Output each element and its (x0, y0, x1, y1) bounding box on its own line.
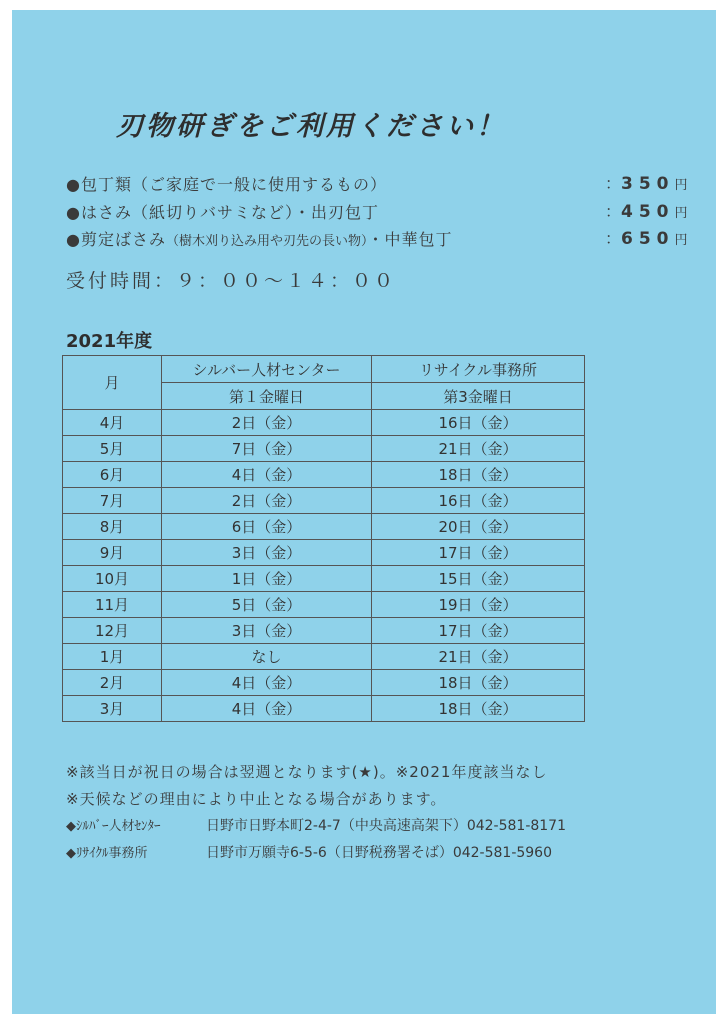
price-colon: ： (605, 202, 622, 221)
silver-date-cell: 5日（金） (162, 592, 372, 618)
price-colon: ： (605, 174, 622, 193)
recycle-date-cell: 17日（金） (372, 618, 585, 644)
price-item (66, 172, 387, 195)
price-amount: 350 (621, 174, 675, 194)
month-cell: 8月 (63, 514, 162, 540)
month-cell: 2月 (63, 670, 162, 696)
price-colon: ： (605, 229, 622, 248)
silver-date-cell: 4日（金） (162, 462, 372, 488)
table-row (63, 462, 585, 488)
recycle-date-cell: 19日（金） (372, 592, 585, 618)
silver-date-cell: 4日（金） (162, 670, 372, 696)
header-month: 月 (63, 356, 162, 410)
page-title: 刃物研ぎをご利用ください！ (116, 111, 506, 142)
header-silver-day: 第１金曜日 (162, 383, 372, 410)
table-row (63, 644, 585, 670)
price-value (605, 171, 688, 194)
table-row (63, 696, 585, 722)
contact-name: ◆ｼﾙﾊﾞｰ人材ｾﾝﾀｰ (66, 819, 161, 834)
table-row (63, 566, 585, 592)
contact-address-phone: 日野市万願寺6-5-6（日野税務署そば）042-581-5960 (206, 845, 553, 861)
silver-date-cell: 6日（金） (162, 514, 372, 540)
table-row (63, 592, 585, 618)
recycle-date-cell: 16日（金） (372, 488, 585, 514)
silver-date-cell: 7日（金） (162, 436, 372, 462)
silver-date-cell: 2日（金） (162, 488, 372, 514)
silver-date-cell: 4日（金） (162, 696, 372, 722)
month-cell: 10月 (63, 566, 162, 592)
silver-date-cell: 2日（金） (162, 410, 372, 436)
price-item-note: （樹木刈り込み用や刃先の長い物） (165, 234, 368, 249)
price-value (605, 226, 688, 249)
recycle-date-cell: 15日（金） (372, 566, 585, 592)
price-item-label: ●剪定ばさみ (66, 230, 166, 249)
month-cell: 9月 (63, 540, 162, 566)
silver-date-cell: なし (162, 644, 372, 670)
contact-address-phone: 日野市日野本町2-4-7（中央高速高架下）042-581-8171 (206, 818, 566, 834)
price-item-extra: ・中華包丁 (367, 230, 453, 249)
contact-name: ◆ﾘｻｲｸﾙ事務所 (66, 846, 148, 861)
month-cell: 7月 (63, 488, 162, 514)
table-row (63, 410, 585, 436)
note-line: ※天候などの理由により中止となる場合があります。 (66, 790, 447, 808)
recycle-date-cell: 20日（金） (372, 514, 585, 540)
month-cell: 4月 (63, 410, 162, 436)
price-amount: 650 (621, 229, 675, 249)
price-unit: 円 (674, 206, 688, 221)
month-cell: 6月 (63, 462, 162, 488)
table-row (63, 514, 585, 540)
table-row (63, 670, 585, 696)
silver-date-cell: 3日（金） (162, 618, 372, 644)
price-value (605, 199, 688, 222)
schedule-body (63, 410, 585, 722)
header-silver-center: シルバー人材センター (162, 356, 372, 383)
price-unit: 円 (674, 178, 688, 193)
contact-line (66, 842, 552, 862)
price-unit: 円 (674, 233, 688, 248)
schedule-table (62, 355, 585, 722)
price-amount: 450 (621, 202, 675, 222)
price-item-label: ●包丁類（ご家庭で一般に使用するもの） (66, 175, 387, 194)
month-cell: 3月 (63, 696, 162, 722)
price-item (66, 227, 453, 250)
table-row (63, 436, 585, 462)
header-recycle-day: 第3金曜日 (372, 383, 585, 410)
table-row (63, 618, 585, 644)
header-recycle-office: リサイクル事務所 (372, 356, 585, 383)
recycle-date-cell: 18日（金） (372, 462, 585, 488)
month-cell: 11月 (63, 592, 162, 618)
recycle-date-cell: 17日（金） (372, 540, 585, 566)
month-cell: 5月 (63, 436, 162, 462)
note-line: ※該当日が祝日の場合は翌週となります(★)。※2021年度該当なし (66, 763, 548, 781)
month-cell: 12月 (63, 618, 162, 644)
recycle-date-cell: 16日（金） (372, 410, 585, 436)
month-cell: 1月 (63, 644, 162, 670)
price-item (66, 200, 379, 223)
price-item-label: ●はさみ（紙切りバサミなど）・出刃包丁 (66, 203, 379, 222)
recycle-date-cell: 21日（金） (372, 644, 585, 670)
contact-line (66, 815, 566, 835)
silver-date-cell: 3日（金） (162, 540, 372, 566)
table-row (63, 488, 585, 514)
silver-date-cell: 1日（金） (162, 566, 372, 592)
reception-hours: 受付時間：９：００～１４：００ (66, 270, 397, 292)
recycle-date-cell: 18日（金） (372, 670, 585, 696)
year-heading: 2021年度 (66, 331, 153, 352)
recycle-date-cell: 21日（金） (372, 436, 585, 462)
recycle-date-cell: 18日（金） (372, 696, 585, 722)
table-row (63, 540, 585, 566)
